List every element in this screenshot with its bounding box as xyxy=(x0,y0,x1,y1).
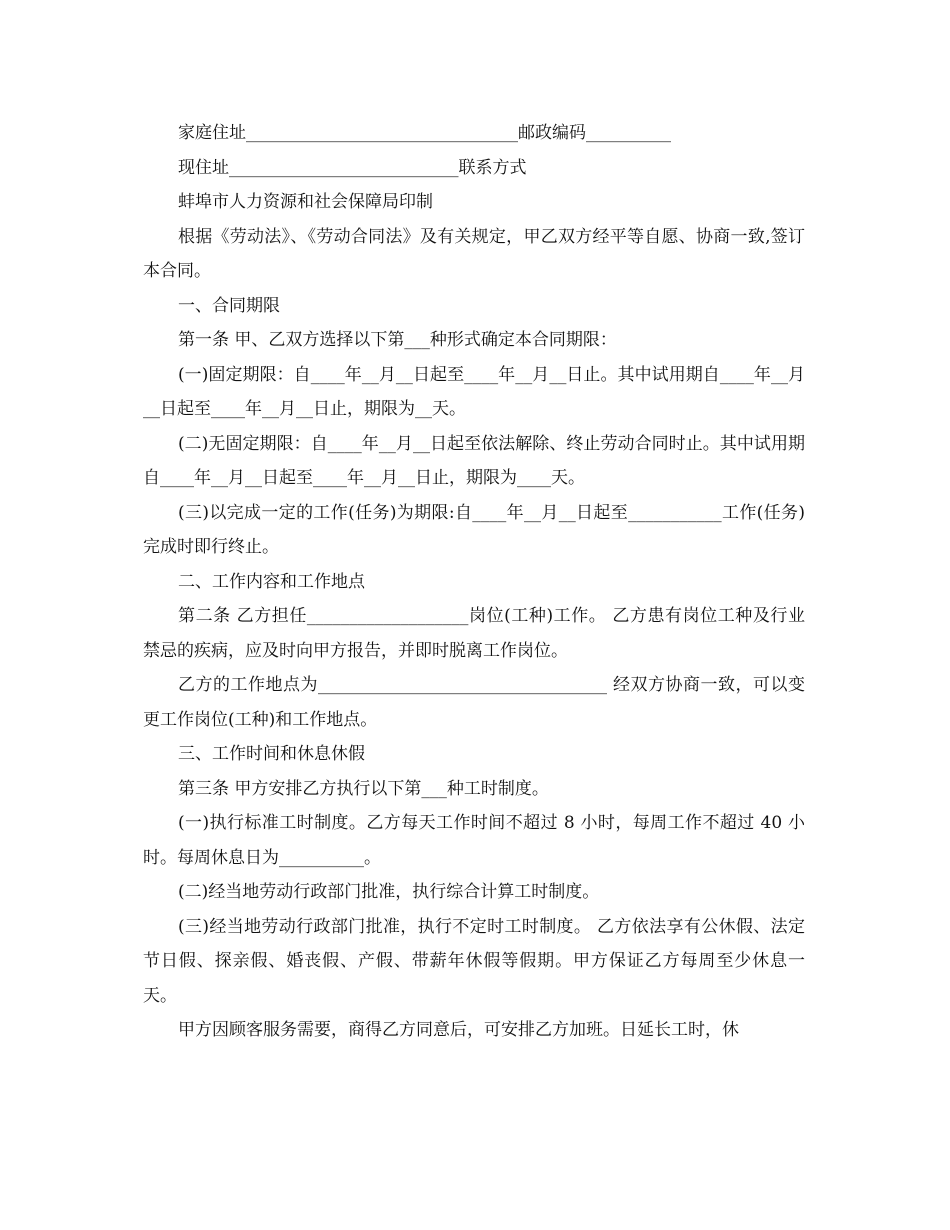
article-1-paragraph: 第一条 甲、乙双方选择以下第___种形式确定本合同期限： xyxy=(178,330,617,350)
current-address-line: 现住址___________________________联系方式 xyxy=(178,157,527,178)
standard-hours-paragraph: (一)执行标准工时制度。乙方每天工作时间不超过 8 小时，每周工作不超过 40 小时。每周休息日为__________。 xyxy=(143,813,805,868)
section-heading-work-hours: 三、工作时间和休息休假 xyxy=(178,744,365,764)
section-heading-contract-term: 一、合同期限 xyxy=(178,295,280,316)
comprehensive-hours-paragraph: (二)经当地劳动行政部门批准，执行综合计算工时制度。 xyxy=(178,882,600,902)
flexible-hours-paragraph: (三)经当地劳动行政部门批准，执行不定时工时制度。 乙方依法享有公休假、法定节日假、探亲假、婚丧假、产假、带薪年休假等假期。甲方保证乙方每周至少休息一天。 xyxy=(143,916,805,1006)
open-term-paragraph: (二)无固定期限：自____年__月__日起至依法解除、终止劳动合同时止。其中试用期自____年__月__日起至____年__月__日止，期限为____天。 xyxy=(143,433,805,488)
issuer-line: 蚌埠市人力资源和社会保障局印制 xyxy=(178,192,433,212)
work-location-paragraph: 乙方的工作地点为__________________________________ 经双方协商一致，可以变更工作岗位(工种)和工作地点。 xyxy=(143,675,805,730)
article-2-paragraph: 第二条 乙方担任___________________岗位(工种)工作。 乙方患有岗位工种及行业禁忌的疾病，应及时向甲方报告，并即时脱离工作岗位。 xyxy=(143,606,805,661)
preamble-paragraph: 根据《劳动法》、《劳动合同法》及有关规定，甲乙双方经平等自愿、协商一致,签订本合同。 xyxy=(143,226,805,281)
overtime-paragraph: 甲方因顾客服务需要，商得乙方同意后，可安排乙方加班。日延长工时，休 xyxy=(178,1020,739,1040)
task-term-paragraph: (三)以完成一定的工作(任务)为期限:自____年__月__日起至___________工作(任务)完成时即行终止。 xyxy=(143,502,805,557)
fixed-term-paragraph: (一)固定期限：自____年__月__日起至____年__月__日止。其中试用期自____年__月__日起至____年__月__日止，期限为__天。 xyxy=(143,364,805,419)
document-body xyxy=(143,116,805,1048)
home-address-line: 家庭住址________________________________邮政编码__________ xyxy=(178,123,671,143)
article-3-paragraph: 第三条 甲方安排乙方执行以下第___种工时制度。 xyxy=(178,778,549,799)
section-heading-work-content: 二、工作内容和工作地点 xyxy=(178,571,365,592)
